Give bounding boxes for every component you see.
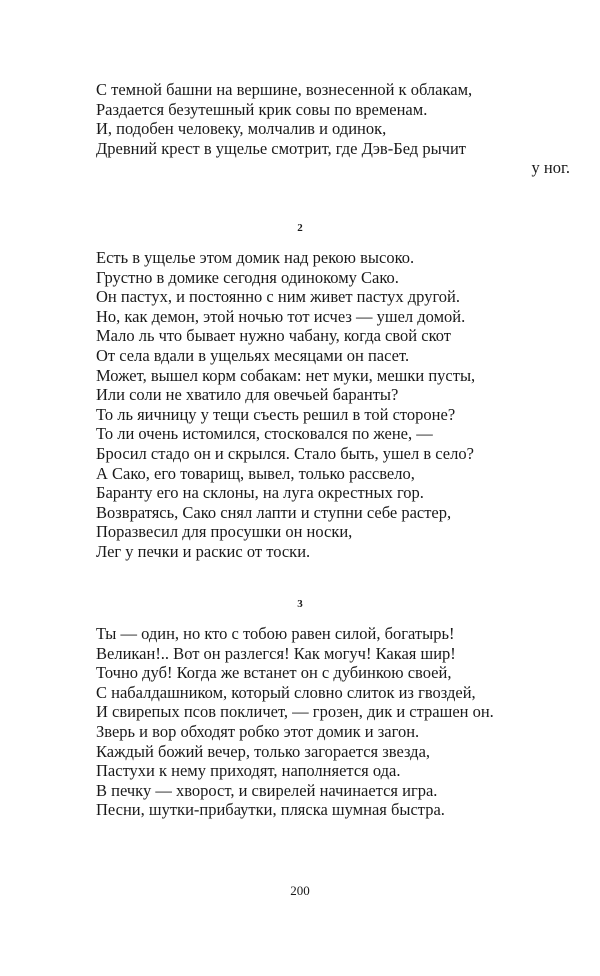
verse-line: То ль яичницу у тещи съесть решил в той стороне? — [96, 404, 456, 424]
verse-line: То ли очень истомился, стосковался по жене, — — [96, 424, 433, 444]
verse-line-continuation: у ног. — [531, 158, 570, 178]
stanza-3 — [96, 624, 570, 820]
verse-line: Песни, шутки-прибаутки, пляска шумная быстра. — [96, 800, 445, 820]
verse-line: Зверь и вор обходят робко этот домик и загон. — [96, 721, 420, 741]
verse-line: Лег у печки и раскис от тоски. — [96, 541, 311, 561]
verse-line: Раздается безутешный крик совы по временам. — [96, 99, 428, 119]
verse-line: В печку — хворост, и свирелей начинается игра. — [96, 780, 438, 800]
verse-line: Ты — один, но кто с тобою равен силой, богатырь! — [96, 624, 455, 643]
verse-line: Пастухи к нему приходят, наполняется ода. — [96, 761, 401, 781]
page-number: 200 — [290, 883, 310, 898]
verse-line: А Сако, его товарищ, вывел, только рассвело, — [96, 463, 415, 483]
verse-line: Есть в ущелье этом домик над рекою высоко. — [96, 248, 415, 267]
verse-line: От села вдали в ущельях месяцами он пасет. — [96, 345, 410, 365]
verse-line: Грустно в домике сегодня одинокому Сако. — [96, 267, 399, 287]
verse-line: Великан!.. Вот он разлегся! Как могуч! Какая шир! — [96, 643, 456, 663]
verse-line: Может, вышел корм собакам: нет муки, мешки пусты, — [96, 365, 476, 385]
verse-line: Поразвесил для просушки он носки, — [96, 522, 353, 542]
verse-line: Древний крест в ущелье смотрит, где Дэв-Бед рычит — [96, 138, 466, 158]
verse-line: Возвратясь, Сако снял лапти и ступни себе растер, — [96, 502, 452, 522]
verse-line: С темной башни на вершине, вознесенной к облакам, — [96, 80, 473, 99]
verse-line: И свирепых псов покличет, — грозен, дик и страшен он. — [96, 702, 494, 722]
verse-line: Он пастух, и постоянно с ним живет пастух другой. — [96, 287, 461, 307]
verse-line: С набалдашником, который словно слиток из гвоздей, — [96, 682, 476, 702]
verse-line: И, подобен человеку, молчалив и одинок, — [96, 119, 387, 139]
section-number-2: 2 — [297, 222, 303, 234]
verse-line: Но, как демон, этой ночью тот исчез — ушел домой. — [96, 306, 466, 326]
stanza-1 — [96, 80, 570, 178]
verse-line: Мало ль что бывает нужно чабану, когда свой скот — [96, 326, 451, 346]
verse-line: Точно дуб! Когда же встанет он с дубинкою своей, — [96, 663, 452, 683]
verse-line: Каждый божий вечер, только загорается звезда, — [96, 741, 431, 761]
stanza-2 — [96, 248, 570, 562]
section-number-3: 3 — [297, 598, 303, 610]
verse-line: Бросил стадо он и скрылся. Стало быть, ушел в село? — [96, 443, 474, 463]
verse-line: Или соли не хватило для овечьей баранты? — [96, 385, 399, 405]
verse-line: Баранту его на склоны, на луга окрестных гор. — [96, 483, 424, 503]
